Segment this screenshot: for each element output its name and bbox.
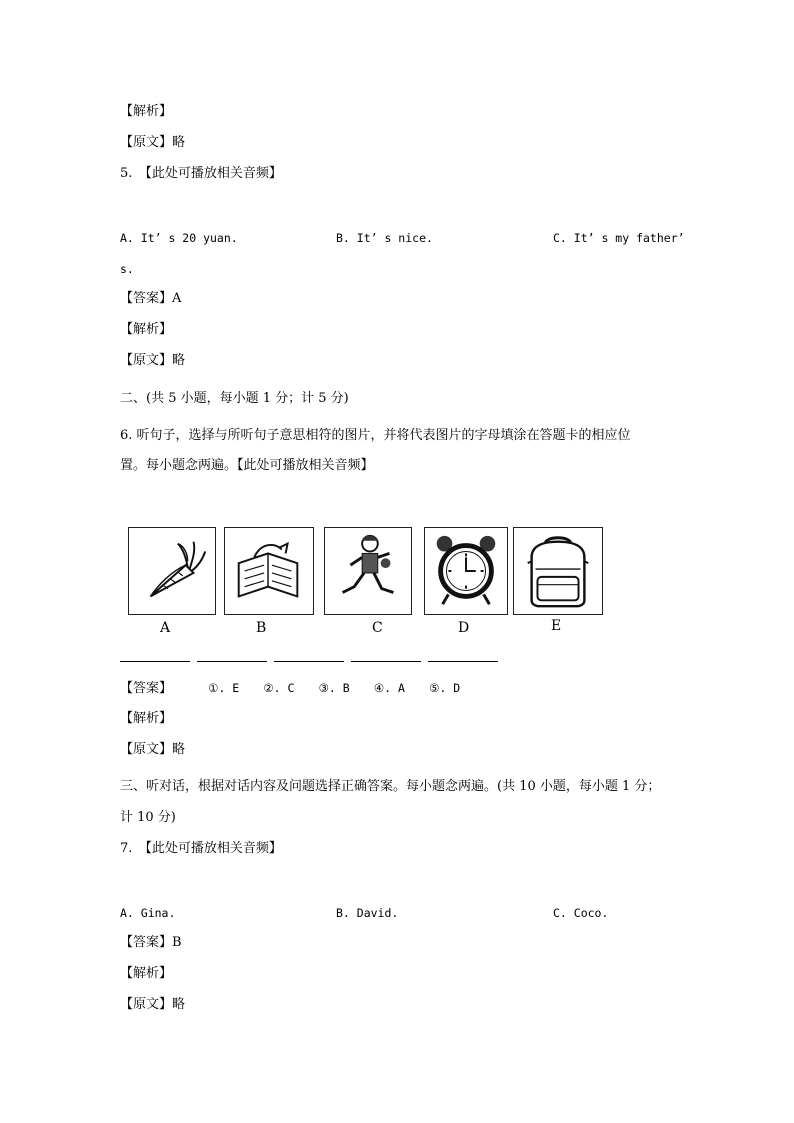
section-3-heading-line-2: 计 10 分) [120, 810, 176, 825]
answer-blank-1 [120, 661, 190, 662]
backpack-icon [514, 528, 602, 614]
alarm-clock-icon [425, 528, 507, 614]
q7-option-a: A. Gina. [120, 906, 176, 920]
q5-option-a: A. It’ s 20 yuan. [120, 231, 238, 245]
answer-blank-2 [197, 661, 267, 662]
picture-a-letter: A [160, 620, 171, 636]
q6-answer-row [120, 679, 472, 698]
running-boy-icon [325, 528, 411, 614]
q6-answer-1: ①. E [208, 681, 240, 695]
q6-answer-4: ④. A [373, 681, 405, 695]
question-6-line-1: 6. 听句子，选择与所听句子意思相符的图片，并将代表图片的字母填涂在答题卡的相应位 [120, 428, 631, 443]
q5-analysis: 【解析】 [120, 322, 173, 337]
picture-e [513, 527, 603, 615]
q6-answer-2: ②. C [263, 681, 295, 695]
q5-option-b: B. It’ s nice. [336, 231, 433, 245]
answer-blank-3 [274, 661, 344, 662]
book-icon [225, 528, 313, 614]
question-5-title: 5. 【此处可播放相关音频】 [120, 166, 282, 181]
section-2-heading: 二、(共 5 小题，每小题 1 分；计 5 分) [120, 391, 349, 406]
q7-original-text: 【原文】略 [120, 997, 186, 1012]
q6-answer-3: ③. B [318, 681, 350, 695]
q7-option-b: B. David. [336, 906, 399, 920]
carrot-icon [129, 528, 215, 614]
picture-c [324, 527, 412, 615]
q6-answer-label: 【答案】 [120, 681, 173, 696]
original-text-label: 【原文】略 [120, 135, 186, 150]
picture-c-letter: C [372, 620, 383, 636]
picture-e-letter: E [551, 618, 562, 634]
q6-answer-5: ⑤. D [429, 681, 461, 695]
analysis-label: 【解析】 [120, 104, 173, 119]
question-6-line-2: 置。每小题念两遍。【此处可播放相关音频】 [120, 458, 374, 473]
question-7-title: 7. 【此处可播放相关音频】 [120, 841, 282, 856]
answer-blank-5 [428, 661, 498, 662]
q7-option-c: C. Coco. [553, 906, 609, 920]
picture-a [128, 527, 216, 615]
picture-b-letter: B [256, 620, 267, 636]
answer-blank-4 [351, 661, 421, 662]
q5-option-c: C. It’ s my father’ [553, 231, 685, 245]
q7-answer: 【答案】B [120, 935, 182, 950]
section-3-heading-line-1: 三、听对话，根据对话内容及问题选择正确答案。每小题念两遍。(共 10 小题，每小题 1 分； [120, 779, 661, 794]
q6-original-text: 【原文】略 [120, 742, 186, 757]
picture-d [424, 527, 508, 615]
q7-analysis: 【解析】 [120, 966, 173, 981]
q6-analysis: 【解析】 [120, 711, 173, 726]
q5-original-text: 【原文】略 [120, 353, 186, 368]
q5-answer: 【答案】A [120, 291, 182, 306]
picture-b [224, 527, 314, 615]
q5-option-c-continuation: s. [120, 262, 134, 276]
picture-d-letter: D [458, 620, 470, 636]
